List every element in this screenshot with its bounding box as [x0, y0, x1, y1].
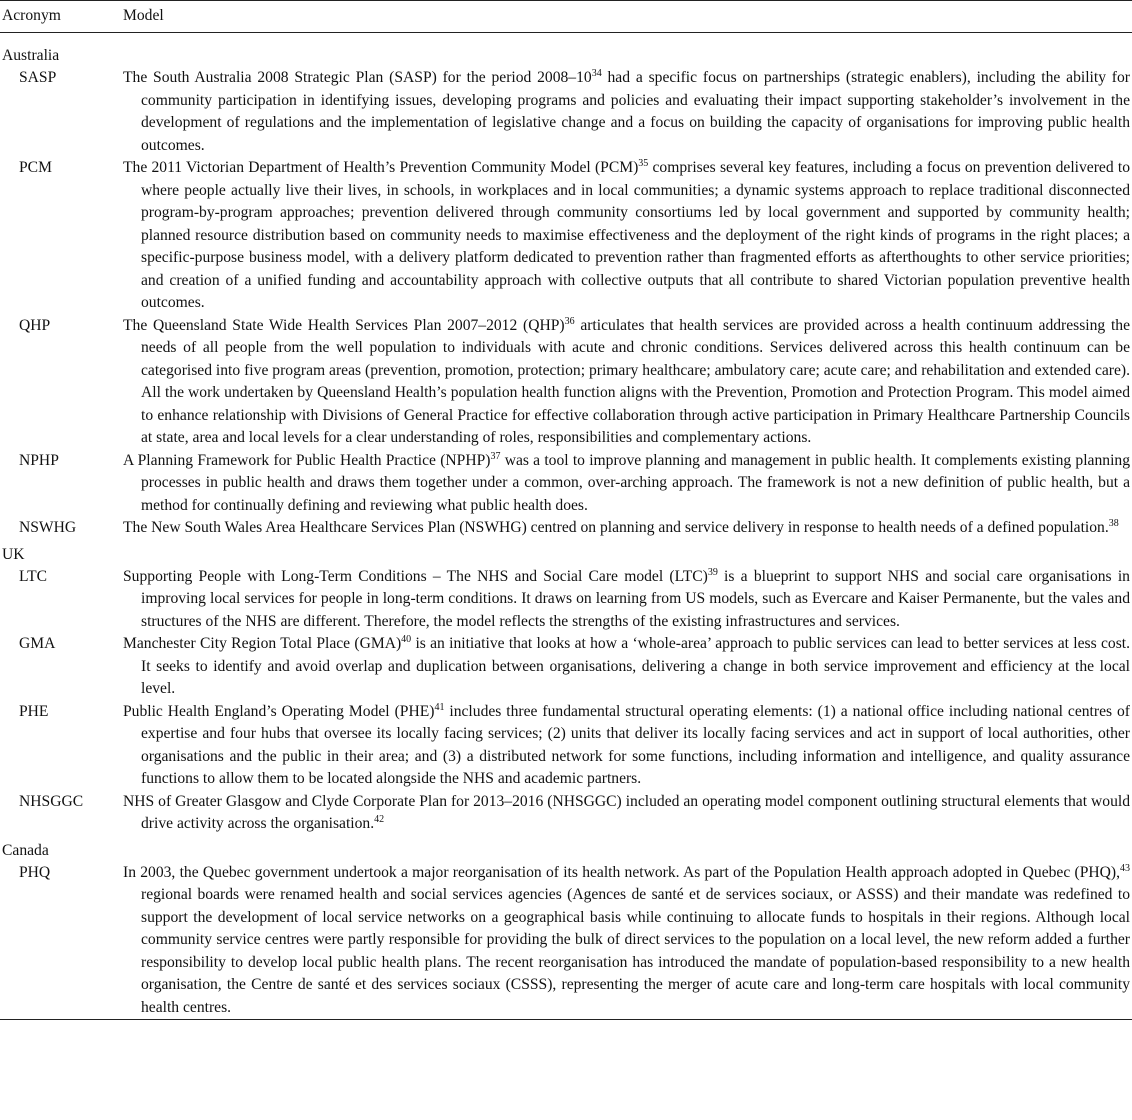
acronym-cell: PCM [19, 159, 52, 176]
description-text: Public Health England’s Operating Model (PHE) [123, 702, 435, 720]
model-description [123, 67, 1130, 157]
table-header [0, 1, 1132, 32]
model-description [123, 633, 1130, 701]
citation-superscript: 37 [490, 450, 501, 462]
table-row [0, 517, 1132, 540]
model-description [123, 450, 1130, 518]
description-text: Supporting People with Long-Term Conditions – The NHS and Social Care model (LTC) [123, 567, 708, 585]
country-label: UK [2, 545, 25, 563]
citation-superscript: 40 [401, 634, 412, 645]
description-text-continued: had a specific focus on partnerships (strategic enablers), including the ability for community participation in identifying issues, developing programs and policies and evaluating their impact supporting stakeholder’s involvement in the development of regulations and the implementation of legislative change and a focus on building the capacity of organisations for improving public health outcomes. [141, 69, 1130, 154]
model-description [123, 517, 1130, 540]
description-text-continued: articulates that health services are provided across a health continuum addressing the needs of all people from the well population to individuals with acute and chronic conditions. Services delivered across this health continuum can be categorised into five program areas (prevention, promotion, protection; primary healthcare; ambulatory care; acute care; and rehabilitation and extended care). All the work undertaken by Queensland Health’s population health function aligns with the Prevention, Promotion and Protection Program. This model aimed to enhance relationship with Divisions of General Practice for effective collaboration through active participation in Primary Healthcare Partnership Councils at state, area and local levels for a clear understanding of roles, responsibilities and complementary actions. [141, 316, 1130, 446]
description-text-continued: is a blueprint to support NHS and social care organisations in improving local services for people in long-term conditions. It draws on learning from US models, such as Evercare and Kaiser Permanente, but the vales and structures of the NHS are different. Therefore, the model reflects the strengths of the existing infrastructures and services. [141, 567, 1130, 630]
citation-superscript: 39 [707, 566, 718, 578]
description-text-continued: includes three fundamental structural operating elements: (1) a national office including national centres of expertise and four hubs that oversee its locally facing services; (2) units that deliver its locally facing services and act in support of local authorities, other organisations and the public in their area; and (3) a distributed network for some functions, including information and intelligence, and quality assurance functions to allow them to be located alongside the NHS and academic partners. [141, 702, 1130, 787]
table-row [0, 315, 1132, 450]
country-group [0, 45, 1132, 540]
bottom-rule [0, 1019, 1132, 1020]
table-row [0, 633, 1132, 701]
description-text-continued: regional boards were renamed health and social services agencies (Agences de santé et de services sociaux, or ASSS) and their mandate was redefined to support the development of local service networks on a geographical basis while continuing to allocate funds to hospitals in their regions. Although local community service centres were partly responsible for providing the bulk of direct services to the population on a local level, the new reform added a further responsibility to develop local public health plans. The recent reorganisation has introduced the mandate of population-based responsibility to a new health organisation, the Centre de santé et des services sociaux (CSSS), representing the merger of acute care and long-term care hospitals with local community health centres. [141, 886, 1130, 1016]
description-text: The New South Wales Area Healthcare Services Plan (NSWHG) centred on planning and service delivery in response to health needs of a defined population. [123, 519, 1109, 536]
acronym-cell: PHE [19, 702, 49, 720]
citation-superscript: 41 [434, 701, 445, 713]
table-row [0, 157, 1132, 315]
description-text-continued: comprises several key features, including a focus on prevention delivered to where people actually live their lives, in schools, in workplaces and in local communities; a dynamic systems approach to replace traditional disconnected program-by-program approaches; prevention delivered through community consortiums led by local government and supported by community health; planned resource distribution based on community needs to maximise effectiveness and the deployment of the right kinds of programs in the right places; a specific-purpose business model, with a delivery platform dedicated to prevention rather than fragmented efforts as afterthoughts to other service priorities; and creation of a unified funding and accountability approach with collective outputs that all contribute to shared Victorian population preventive health outcomes. [141, 159, 1130, 311]
model-description [123, 791, 1130, 836]
acronym-cell: NPHP [19, 451, 59, 469]
acronym-cell: LTC [19, 567, 48, 585]
header-acronym: Acronym [2, 7, 61, 25]
description-text: The Queensland State Wide Health Services Plan 2007–2012 (QHP) [123, 316, 565, 334]
description-text-continued: is an initiative that looks at how a ‘whole-area’ approach to public services can lead to better services at less cost. It seeks to identify and avoid overlap and duplication between organisations, delivering a change in both service improvement and efficiency at the local level. [141, 635, 1130, 697]
acronym-cell: SASP [19, 69, 57, 86]
table-body [0, 33, 1132, 1019]
country-group [0, 544, 1132, 836]
table-row [0, 67, 1132, 157]
country-group [0, 840, 1132, 1020]
model-description [123, 701, 1130, 791]
country-label: Australia [2, 47, 60, 64]
table-row [0, 701, 1132, 791]
citation-superscript: 43 [1120, 862, 1130, 874]
acronym-cell: PHQ [19, 863, 51, 881]
table-row [0, 791, 1132, 836]
citation-superscript: 38 [1108, 518, 1119, 529]
acronym-cell: GMA [19, 635, 56, 652]
acronym-cell: QHP [19, 316, 51, 334]
citation-superscript: 35 [638, 158, 649, 169]
acronym-cell: NHSGGC [19, 792, 84, 810]
description-text: NHS of Greater Glasgow and Clyde Corporate Plan for 2013–2016 (NHSGGC) included an operating model component outlining structural elements that would drive activity across the organisation. [123, 792, 1130, 832]
description-text: Manchester City Region Total Place (GMA) [123, 635, 402, 652]
description-text: The 2011 Victorian Department of Health’s Prevention Community Model (PCM) [123, 159, 639, 176]
citation-superscript: 42 [374, 814, 385, 825]
header-model: Model [123, 7, 164, 25]
model-description [123, 566, 1130, 634]
description-text: In 2003, the Quebec government undertook a major reorganisation of its health network. As part of the Population Health approach adopted in Quebec (PHQ), [123, 863, 1120, 881]
citation-superscript: 34 [591, 68, 602, 79]
table-row [0, 566, 1132, 634]
model-description [123, 157, 1130, 315]
description-text: A Planning Framework for Public Health Practice (NPHP) [123, 451, 491, 469]
table-row [0, 862, 1132, 1020]
acronym-cell: NSWHG [19, 519, 77, 536]
country-label: Canada [2, 841, 49, 859]
citation-superscript: 36 [564, 315, 575, 327]
description-text: The South Australia 2008 Strategic Plan (SASP) for the period 2008–10 [123, 69, 592, 86]
model-description [123, 862, 1130, 1020]
table-row [0, 450, 1132, 518]
model-description [123, 315, 1130, 450]
description-text-continued: was a tool to improve planning and management in public health. It complements existing planning processes in public health and draws them together under a common, over-arching approach. The framework is not a new definition of public health, but a method for continually defining and reviewing what public health does. [141, 451, 1130, 514]
